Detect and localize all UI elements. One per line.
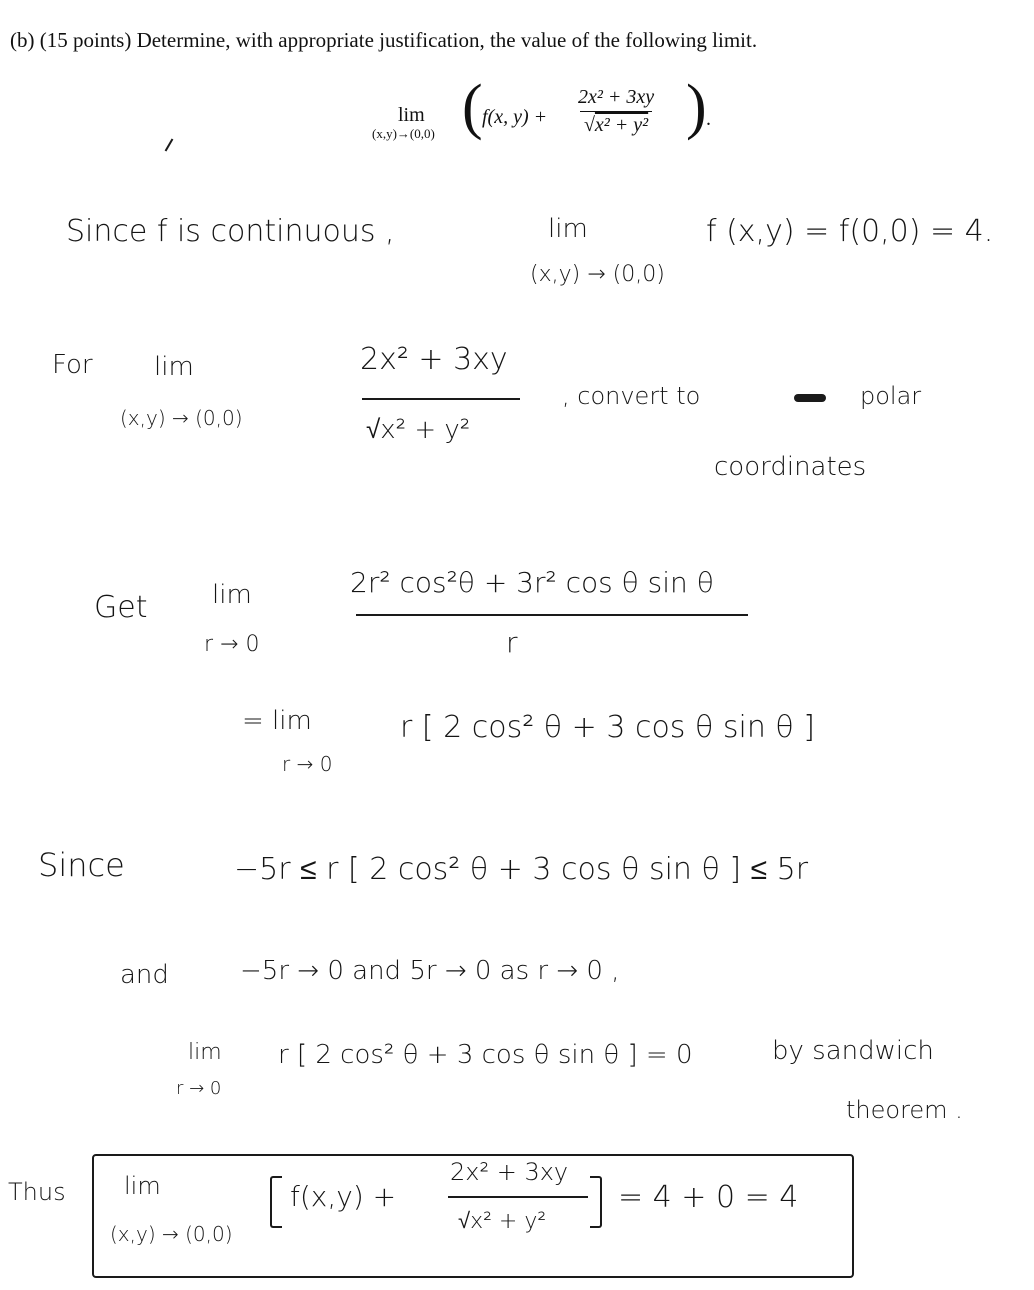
solution-line2-numerator: 2x² + 3xy	[360, 342, 508, 377]
final-fraction-bar	[448, 1196, 588, 1198]
final-right-bracket	[590, 1176, 602, 1228]
solution-line3-denominator: r	[506, 626, 518, 659]
solution-line1-subscript: (x,y) → (0,0)	[530, 262, 665, 287]
problem-denominator: √x² + y²	[580, 111, 652, 137]
solution-line5-expression: −5r ≤ r [ 2 cos² θ + 3 cos θ sin θ ] ≤ 5r	[234, 852, 809, 887]
solution-line2-note-coordinates: coordinates	[714, 452, 867, 482]
solution-line5-lead: Since	[38, 846, 125, 884]
solution-line2-note: , convert to	[562, 382, 701, 410]
scribble-mark	[794, 394, 826, 402]
final-f-term: f(x,y) +	[290, 1180, 397, 1213]
solution-line2-note-polar: polar	[860, 382, 922, 410]
solution-line2-denominator: √x² + y²	[366, 415, 471, 445]
problem-period: .	[706, 108, 711, 130]
final-lim: lim	[124, 1172, 161, 1200]
solution-line7-note-theorem: theorem .	[846, 1096, 963, 1124]
solution-line3-lead: Get	[94, 590, 148, 625]
solution-line7-lim: lim	[188, 1040, 222, 1065]
solution-line4-subscript: r → 0	[282, 752, 333, 776]
solution-line6-lead: and	[120, 960, 169, 990]
solution-line4-expression: r [ 2 cos² θ + 3 cos θ sin θ ]	[400, 710, 815, 745]
problem-fraction	[574, 86, 658, 137]
solution-line2-lim: lim	[154, 352, 194, 382]
final-denominator: √x² + y²	[458, 1209, 547, 1234]
final-numerator: 2x² + 3xy	[450, 1158, 569, 1186]
final-left-bracket	[270, 1176, 282, 1228]
solution-line3-subscript: r → 0	[204, 632, 260, 657]
final-subscript: (x,y) → (0,0)	[110, 1222, 233, 1246]
problem-statement: (b) (15 points) Determine, with appropriate justification, the value of the following limit.	[10, 28, 758, 52]
solution-line3-fraction-bar	[356, 614, 748, 616]
solution-line7-expression: r [ 2 cos² θ + 3 cos θ sin θ ] = 0	[278, 1040, 693, 1070]
solution-line4-equals-lim: = lim	[242, 706, 312, 736]
solution-line2-lead: For	[52, 350, 93, 380]
problem-f-term: f(x, y) +	[482, 106, 548, 128]
solution-line1-lim: lim	[548, 214, 588, 244]
problem-numerator: 2x² + 3xy	[578, 86, 655, 108]
solution-line7-subscript: r → 0	[176, 1078, 222, 1099]
final-lead: Thus	[8, 1178, 66, 1206]
problem-limit-operator: lim	[398, 104, 425, 126]
pen-tick-mark	[165, 138, 174, 151]
solution-line1-result: f (x,y) = f(0,0) = 4.	[706, 214, 994, 249]
problem-right-paren: )	[686, 73, 707, 141]
problem-limit-subscript: (x,y)→(0,0)	[372, 126, 435, 141]
solution-line2-fraction-bar	[362, 398, 520, 400]
solution-line7-note: by sandwich	[772, 1036, 934, 1066]
problem-left-paren: (	[462, 73, 483, 141]
solution-line6-expression: −5r → 0 and 5r → 0 as r → 0 ,	[240, 956, 620, 986]
solution-line1-lead: Since f is continuous ,	[66, 214, 395, 249]
solution-line3-lim: lim	[212, 580, 252, 610]
final-result: = 4 + 0 = 4	[618, 1180, 799, 1215]
solution-line3-numerator: 2r² cos²θ + 3r² cos θ sin θ	[350, 566, 714, 599]
solution-line2-subscript: (x,y) → (0,0)	[120, 406, 243, 430]
